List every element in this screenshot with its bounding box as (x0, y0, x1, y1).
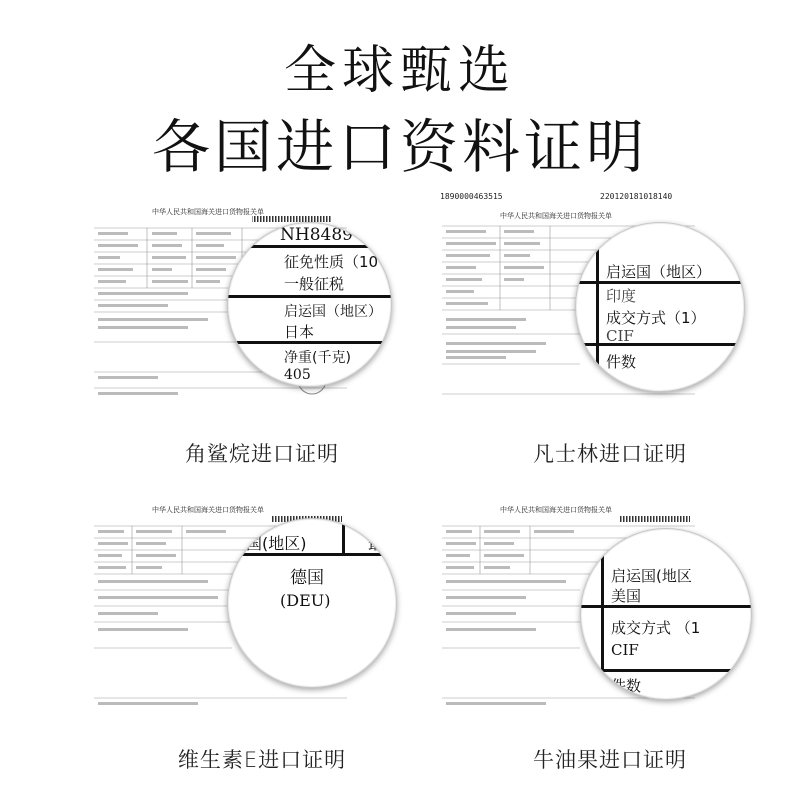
count-label: 件数 (606, 353, 637, 371)
headline-primary: 全球甄选 (283, 41, 516, 101)
card-caption: 凡士林进口证明 (533, 442, 687, 466)
origin-value: 德国 (290, 568, 324, 588)
document-title: 中华人民共和国海关进口货物报关单 (152, 506, 264, 514)
magnifier-lens (227, 222, 392, 387)
terms-value: CIF (606, 327, 634, 345)
card-caption: 角鲨烷进口证明 (185, 442, 339, 466)
serial-right: 220120181018140 (600, 192, 673, 201)
card-caption: 牛油果进口证明 (533, 748, 687, 772)
barcode-icon (620, 516, 690, 522)
weight-value: 405 (284, 367, 311, 383)
document-title: 中华人民共和国海关进口货物报关单 (152, 208, 264, 216)
certificate-card-squalane (92, 192, 432, 466)
certificate-card-avocado (440, 498, 780, 772)
card-caption: 维生素E进口证明 (177, 748, 347, 772)
certificate-card-vaseline (440, 192, 780, 466)
terms-label: 成交方式（1） (606, 309, 706, 327)
tax-value: 一般征税 (284, 275, 345, 293)
magnifier-lens (227, 518, 397, 688)
origin-value: 日本 (284, 323, 315, 341)
origin-code: (DEU) (280, 591, 331, 610)
tax-label: 征免性质（10 (284, 253, 379, 271)
origin-label: 启运国(地区 (611, 567, 692, 585)
certificate-card-vitamin-e (92, 498, 432, 772)
origin-value: 美国 (611, 587, 642, 605)
terms-value: CIF (611, 641, 639, 659)
magnifier-lens (575, 222, 745, 392)
document-title: 中华人民共和国海关进口货物报关单 (500, 506, 612, 514)
count-label: 件数 (611, 677, 642, 695)
code-value: NH8489 (280, 225, 353, 245)
barcode-icon (252, 216, 332, 222)
weight-label: 净重(千克) (284, 350, 351, 366)
terms-label: 成交方式 （1 (611, 619, 701, 637)
origin-label-extra: 最 (368, 534, 385, 553)
document-title: 中华人民共和国海关进口货物报关单 (500, 212, 612, 220)
origin-label: 国(地区) (246, 534, 307, 553)
headline-secondary: 各国进口资料证明 (151, 113, 648, 181)
serial-left: 1890000463515 (440, 192, 503, 201)
magnifier-lens (580, 528, 752, 700)
origin-value: 印度 (606, 287, 637, 305)
origin-label: 启运国（地区） (284, 304, 382, 320)
origin-label: 启运国（地区） (606, 263, 712, 281)
